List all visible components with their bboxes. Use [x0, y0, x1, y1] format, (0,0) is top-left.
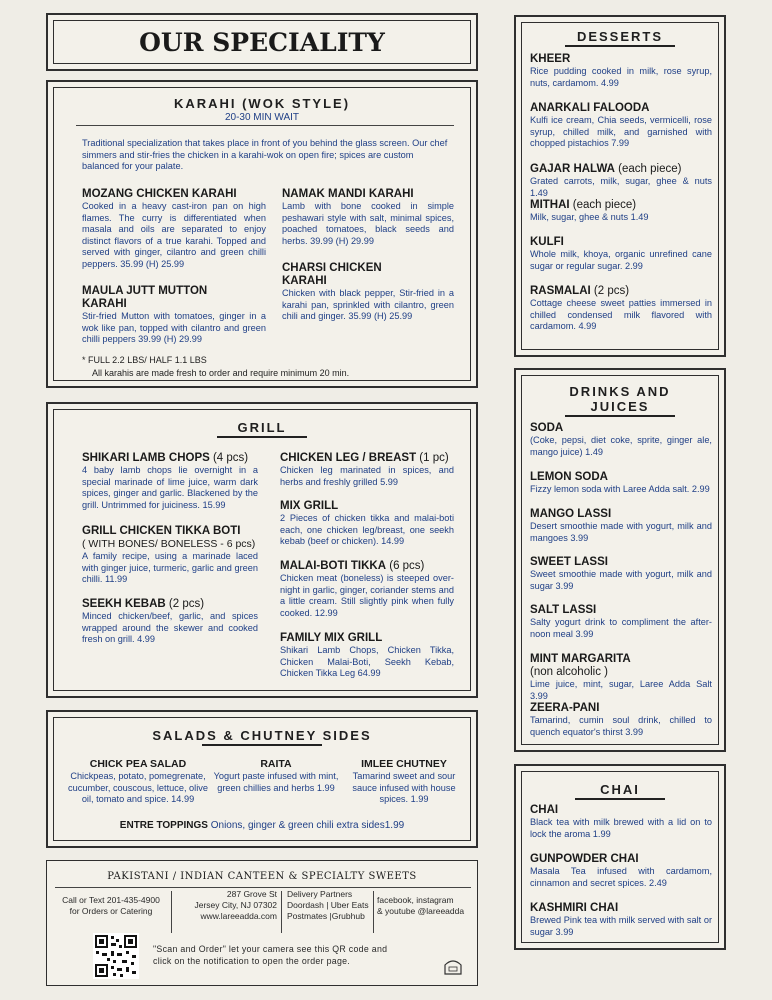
grill-title-text: GRILL: [237, 420, 287, 435]
website-link[interactable]: www.lareeadda.com: [200, 911, 277, 921]
phone-subtext: for Orders or Catering: [69, 906, 153, 916]
grill-title: [48, 420, 476, 438]
item-name: ZEERA-PANI: [530, 702, 600, 714]
menu-item: [530, 199, 712, 224]
item-name: ANARKALI FALOODA: [530, 102, 650, 114]
karahi-note-fresh: All karahis are made fresh to order and require minimum 20 min.: [92, 368, 350, 378]
social-line: facebook, instagram: [377, 895, 454, 905]
item-name: MANGO LASSI: [530, 508, 612, 520]
karahi-title: KARAHI (WOK STYLE): [173, 96, 351, 111]
menu-item: [530, 102, 712, 150]
item-desc: Yogurt paste infused with mint, green chillies and herbs 1.99: [213, 771, 339, 793]
drinks-title: [516, 384, 724, 417]
menu-item: [530, 236, 712, 272]
item-qty: (each piece): [569, 199, 637, 211]
phone-text: Call or Text 201-435-4900: [62, 895, 160, 905]
item-qty: (each piece): [614, 163, 682, 175]
item-desc: Chicken leg marinated in spices, and herbs and freshly grilled 5.99: [280, 465, 454, 487]
footer-panel: [46, 860, 478, 986]
item-qty: ( WITH BONES/ BONELESS - 6 pcs): [82, 538, 256, 550]
item-name: NAMAK MANDI KARAHI: [282, 188, 414, 200]
address-line: 287 Grove St: [226, 889, 277, 899]
item-name: RASMALAI: [530, 285, 591, 297]
salads-title: [48, 728, 476, 746]
item-desc: Tamarind, cumin soul drink, chilled to quench equator's thirst 3.99: [530, 715, 712, 737]
delivery-line: Postmates |Grubhub: [287, 911, 365, 921]
menu-item: [344, 758, 464, 806]
menu-item: [68, 758, 208, 806]
item-desc: Desert smoothie made with yogurt, milk and mangoes 3.99: [530, 521, 712, 543]
item-name: CHARSI CHICKEN KARAHI: [282, 262, 382, 287]
menu-item: [280, 452, 454, 488]
item-qty: (1 pc): [416, 452, 449, 464]
menu-item: [530, 702, 712, 738]
page-title: OUR SPECIALITY: [139, 28, 385, 57]
item-name: SWEET LASSI: [530, 556, 608, 568]
menu-item: [280, 560, 454, 619]
menu-item: [280, 632, 454, 680]
delivery-line: Doordash | Uber Eats: [287, 900, 369, 910]
title-rule: [575, 798, 665, 800]
karahi-subtitle: 20-30 MIN WAIT: [224, 112, 300, 123]
menu-item: [530, 422, 712, 458]
item-desc: Chickpeas, potato, pomegrenate, cucumber, couscous, lettuce, olive oil, tomato and spice. 14.99: [68, 771, 208, 804]
item-desc: Chicken with black pepper, Stir-fried in a karahi pan, sprinkled with cilantro, green chili and ginger. 35.99 (H) 25.99: [282, 288, 454, 321]
title-rule: [202, 744, 322, 746]
item-desc: Rice pudding cooked in milk, rose syrup, nuts, cardamom. 4.99: [530, 66, 712, 88]
menu-item: [280, 500, 454, 548]
karahi-section: [46, 80, 478, 388]
item-name: SALT LASSI: [530, 604, 597, 616]
toppings-desc: Onions, ginger & green chili extra sides: [207, 820, 385, 831]
item-name: SODA: [530, 422, 564, 434]
item-desc: Salty yogurt drink to compliment the after-noon meal 3.99: [530, 617, 712, 639]
item-desc: Black tea with milk brewed with a lid on to lock the aroma 1.99: [530, 817, 712, 839]
divider: [76, 125, 454, 126]
drinks-section: [514, 368, 726, 752]
scan-line: "Scan and Order" let your camera see this QR code and: [153, 944, 388, 954]
item-name: MIX GRILL: [280, 500, 339, 512]
salads-section: [46, 710, 478, 848]
logo-icon: [443, 957, 463, 975]
footer-tagline: PAKISTANI / INDIAN CANTEEN & SPECIALTY SWEETS: [107, 871, 417, 882]
item-name: GUNPOWDER CHAI: [530, 853, 639, 865]
menu-item: [82, 525, 258, 586]
menu-item: [282, 188, 454, 247]
item-desc: Chicken meat (boneless) is steeped over-night in garlic, ginger, coriander stems and a little cream. Still slightly pink when fully cooked. 12.99: [280, 573, 454, 618]
item-desc: Kulfi ice cream, Chia seeds, vermicelli, rose syrup, chilled milk, and garnished with chopped pistachios 7.99: [530, 115, 712, 148]
item-name: GRILL CHICKEN TIKKA BOTI: [82, 525, 241, 537]
menu-item: [530, 902, 712, 938]
item-name: GAJAR HALWA: [530, 163, 615, 175]
item-desc: Brewed Pink tea with milk served with salt or sugar 3.99: [530, 915, 712, 937]
menu-item: [530, 804, 712, 840]
item-desc: 2 Pieces of chicken tikka and malai-boti each, one chicken leg/breast, one seekh kebab (beef or chicken). 14.99: [280, 513, 454, 546]
item-desc: Stir-fried Mutton with tomatoes, ginger in a wok like pan, topped with cilantro and green chilli peppers 39.99 (H) 29.99: [82, 311, 266, 344]
item-qty: (2 pcs): [590, 285, 630, 297]
menu-item: [82, 188, 266, 270]
menu-item: [82, 452, 258, 511]
item-desc: Lamb with bone cooked in simple peshawari style with salt, minimal spices, poached tomatoes, black seeds and herbs. 39.99 (H) 29.99: [282, 201, 454, 246]
chai-section: [514, 764, 726, 950]
title-rule: [565, 415, 675, 417]
item-name: MINT MARGARITA: [530, 653, 631, 665]
toppings-price: 1.99: [384, 820, 405, 831]
karahi-intro: Traditional specialization that takes place in front of you behind the glass screen. Our chef simmers and stir-fries the chicken in a karahi-wok on open fire; spices are custom balanced for your palate.: [82, 138, 448, 171]
menu-item: [282, 262, 454, 323]
item-desc: Lime juice, mint, sugar, Laree Adda Salt 3.99: [530, 679, 712, 701]
item-desc: Minced chicken/beef, garlic, and spices wrapped around the skewer and cooked fresh on grill. 4.99: [82, 611, 258, 644]
item-desc: (Coke, pepsi, diet coke, sprite, ginger ale, mango juice) 1.49: [530, 435, 712, 457]
grill-section: [46, 402, 478, 698]
item-desc: Masala Tea infused with cardamom, cinnamon and secret spices. 2.49: [530, 866, 712, 888]
item-name: MALAI-BOTI TIKKA: [280, 560, 387, 572]
entre-toppings: [48, 820, 476, 831]
social-line: & youtube @lareeadda: [377, 906, 465, 916]
divider: [55, 887, 471, 888]
item-desc: Sweet smoothie made with yogurt, milk and sugar 3.99: [530, 569, 712, 591]
menu-item: [530, 853, 712, 889]
menu-item: [530, 604, 712, 640]
item-desc: Milk, sugar, ghee & nuts 1.49: [530, 212, 649, 222]
item-name: KHEER: [530, 53, 571, 65]
item-desc: Cooked in a heavy cast-iron pan on high flames. The curry is differentiated when masala and oils are separated to enjoy distinct flavors of a true karahi. Topped and served with ginger, cilantro and green chilli peppers. 35.99 (H) 25.99: [82, 201, 266, 269]
drinks-title-line1: DRINKS AND: [569, 384, 671, 399]
scan-line: click on the notification to open the order page.: [153, 956, 351, 966]
desserts-section: [514, 15, 726, 357]
menu-item: [212, 758, 340, 794]
menu-item: [530, 53, 712, 89]
item-qty: (6 pcs): [386, 560, 425, 572]
karahi-note-weight: * FULL 2.2 LBS/ HALF 1.1 LBS: [82, 355, 207, 365]
item-desc: A family recipe, using a marinade laced with ginger juice, turmeric, garlic and green chilli. 11.99: [82, 551, 258, 584]
menu-item: [530, 163, 712, 199]
header-panel: [46, 13, 478, 71]
item-desc: Tamarind sweet and sour sauce infused with house spices. 1.99: [352, 771, 456, 804]
item-name: KULFI: [530, 236, 564, 248]
chai-title: [516, 782, 724, 800]
menu-item: [530, 653, 712, 702]
item-desc: Cottage cheese sweet patties immersed in chilled condensed milk flavored with cardamom. 4.99: [530, 298, 712, 331]
item-qty: (2 pcs): [165, 598, 205, 610]
item-name: LEMON SODA: [530, 471, 608, 483]
qr-code-icon[interactable]: [93, 933, 139, 979]
item-name: FAMILY MIX GRILL: [280, 632, 383, 644]
chai-title-text: CHAI: [600, 782, 640, 797]
menu-item: [82, 598, 258, 646]
footer-delivery: [287, 889, 373, 922]
divider: [373, 891, 374, 933]
menu-item: [530, 508, 712, 544]
item-desc: Whole milk, khoya, organic unrefined cane sugar or regular sugar. 2.99: [530, 249, 712, 271]
desserts-title-text: DESSERTS: [576, 29, 664, 44]
scan-instructions: [153, 943, 429, 967]
item-name: SHIKARI LAMB CHOPS: [82, 452, 210, 464]
item-desc: Fizzy lemon soda with Laree Adda salt. 2.99: [530, 484, 710, 494]
item-name: CHICK PEA SALAD: [89, 758, 187, 770]
drinks-title-line2: JUICES: [590, 399, 650, 414]
menu-item: [530, 471, 712, 496]
item-desc: 4 baby lamb chops lie overnight in a special marinade of lime juice, warm dark spices, ginger and garlic. Blackened by the grill. Untrimmed for juiciness. 15.99: [82, 465, 258, 510]
divider: [281, 891, 282, 933]
title-rule: [217, 436, 307, 438]
item-name: CHAI: [530, 804, 559, 816]
toppings-label: ENTRE TOPPINGS: [119, 820, 208, 831]
footer-address: [175, 889, 277, 922]
item-name: KASHMIRI CHAI: [530, 902, 619, 914]
item-name: MOZANG CHICKEN KARAHI: [82, 188, 237, 200]
menu-item: [530, 285, 712, 333]
item-desc: Shikari Lamb Chops, Chicken Tikka, Chicken Malai-Boti, Seekh Kebab, Chicken Tikka Leg 64.99: [280, 645, 454, 678]
menu-item: [530, 556, 712, 592]
item-qty: (non alcoholic ): [530, 666, 608, 678]
menu-item: [82, 285, 266, 346]
item-name: SEEKH KEBAB: [82, 598, 166, 610]
item-name: RAITA: [260, 758, 292, 770]
item-desc: Grated carrots, milk, sugar, ghee & nuts 1.49: [530, 176, 712, 198]
divider: [171, 891, 172, 933]
item-name: MAULA JUTT MUTTON KARAHI: [82, 285, 208, 310]
address-line: Jersey City, NJ 07302: [194, 900, 277, 910]
delivery-line: Delivery Partners: [287, 889, 353, 899]
salads-title-text: SALADS & CHUTNEY SIDES: [152, 728, 372, 743]
desserts-title: [516, 29, 724, 47]
item-name: CHICKEN LEG / BREAST: [280, 452, 417, 464]
footer-social: [377, 895, 477, 917]
item-qty: (4 pcs): [209, 452, 249, 464]
item-name: MITHAI: [530, 199, 570, 211]
item-name: IMLEE CHUTNEY: [361, 758, 447, 770]
title-rule: [565, 45, 675, 47]
footer-contact: [55, 895, 167, 917]
